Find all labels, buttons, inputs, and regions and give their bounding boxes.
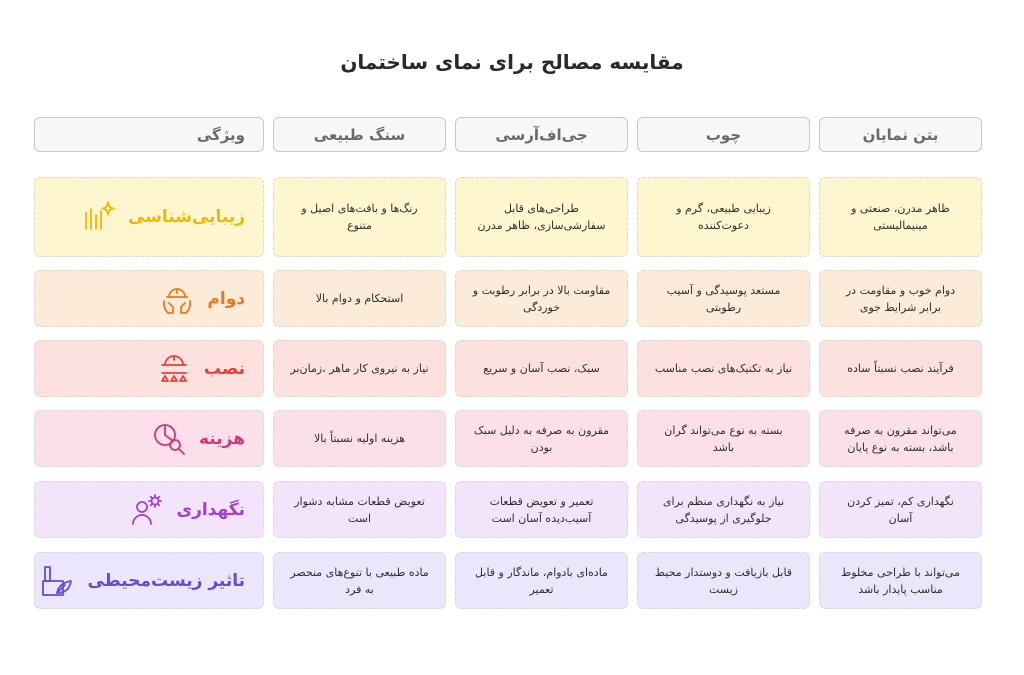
feature-cell [34,177,264,257]
feature-cell [34,340,264,397]
cell-gfrc: تعمیر و تعویض قطعات آسیب‌دیده آسان است [455,481,628,538]
feature-label: هزینه [199,428,245,449]
table-row [35,410,982,467]
cell-stone: استحکام و دوام بالا [273,270,446,327]
feature-label: تاثیر زیست‌محیطی [87,570,245,591]
feature-label: دوام [207,288,245,309]
table-row [35,177,982,257]
cell-concrete: می‌تواند با طراحی مخلوط مناسب پایدار باشد [819,552,982,609]
factory-leaf-icon [37,561,77,601]
header-gfrc: جی‌اف‌آرسی [455,117,628,152]
person-gear-icon [126,490,166,530]
helmet-hands-icon [157,279,197,319]
cell-gfrc: مقرون به صرفه به دلیل سبک بودن [455,410,628,467]
page-title: مقایسه مصالح برای نمای ساختمان [340,50,684,74]
cell-wood: قابل بازیافت و دوستدار محیط زیست [637,552,810,609]
cell-stone: تعویض قطعات مشابه دشوار است [273,481,446,538]
header-concrete: بتن نمایان [819,117,982,152]
feature-cell [34,552,264,609]
header-wood: چوب [637,117,810,152]
header-stone: سنگ طبیعی [273,117,446,152]
table-row [35,270,982,327]
feature-cell [34,270,264,327]
header-feature: ویژگی [34,117,264,152]
cell-concrete: می‌تواند مقرون به صرفه باشد، بسته به نوع پایان [819,410,982,467]
cell-stone: ماده طبیعی با تنوع‌های منحصر به فرد [273,552,446,609]
chart-magnifier-icon [149,419,189,459]
cell-gfrc: طراحی‌های قابل سفارشی‌سازی، ظاهر مدرن [455,177,628,257]
cell-stone: رنگ‌ها و بافت‌های اصیل و متنوع [273,177,446,257]
feature-label: نگهداری [176,499,245,520]
cell-stone: هزینه اولیه نسبتاً بالا [273,410,446,467]
feature-cell [34,410,264,467]
cell-wood: نیاز به تکنیک‌های نصب مناسب [637,340,810,397]
worker-helmet-icon [154,349,194,389]
feature-label: نصب [203,358,245,379]
cell-wood: نیاز به نگهداری منظم برای جلوگیری از پوسیدگی [637,481,810,538]
cell-wood: بسته به نوع می‌تواند گران باشد [637,410,810,467]
feature-label: زیبایی‌شناسی [127,207,245,227]
cell-concrete: ظاهر مدرن، صنعتی و مینیمالیستی [819,177,982,257]
cell-gfrc: ماده‌ای بادوام، ماندگار و قابل تعمیر [455,552,628,609]
cell-gfrc: سبک، نصب آسان و سریع [455,340,628,397]
feature-cell [34,481,264,538]
cell-wood: مستعد پوسیدگی و آسیب رطوبتی [637,270,810,327]
table-row [35,340,982,397]
cell-concrete: فرآیند نصب نسبتاً ساده [819,340,982,397]
cell-concrete: دوام خوب و مقاومت در برابر شرایط جوی [819,270,982,327]
cell-wood: زیبایی طبیعی، گرم و دعوت‌کننده [637,177,810,257]
table-row [35,481,982,538]
cell-stone: نیاز به نیروی کار ماهر ،زمان‌بر [273,340,446,397]
cell-concrete: نگهداری کم، تمیز کردن آسان [819,481,982,538]
sparkle-lines-icon [78,197,118,237]
cell-gfrc: مقاومت بالا در برابر رطوبت و خوردگی [455,270,628,327]
table-row [35,552,982,609]
